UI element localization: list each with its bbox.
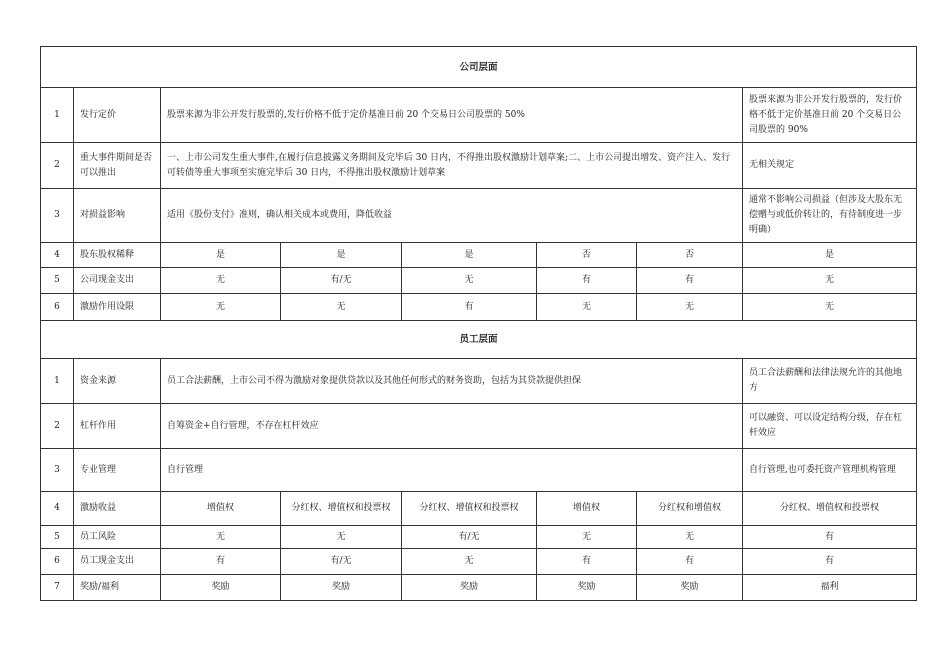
table-row (41, 449, 917, 492)
table-cell: 奖励 (281, 575, 402, 601)
row-label: 杠杆作用 (74, 404, 161, 449)
row-last-cell: 员工合法薪酬和法律法规允许的其他地方 (743, 359, 917, 404)
table-cell: 有 (743, 526, 917, 549)
table-row (41, 359, 917, 404)
table-row (41, 549, 917, 575)
row-last-cell: 自行管理,也可委托资产管理机构管理 (743, 449, 917, 492)
table-cell: 分红权、增值权和投票权 (281, 492, 402, 526)
row-number: 1 (41, 88, 74, 143)
section-title-employee: 员工层面 (41, 321, 917, 359)
table-cell: 奖励 (537, 575, 637, 601)
row-number: 4 (41, 492, 74, 526)
table-cell: 无 (161, 526, 281, 549)
table-row (41, 294, 917, 321)
table-cell: 有 (637, 268, 743, 294)
table-cell: 增值权 (161, 492, 281, 526)
section-title-company: 公司层面 (41, 47, 917, 88)
row-number: 5 (41, 268, 74, 294)
row-number: 2 (41, 143, 74, 189)
row-number: 3 (41, 449, 74, 492)
table-cell: 分红权、增值权和投票权 (743, 492, 917, 526)
row-text: 适用《股份支付》准则，确认相关成本或费用，降低收益 (161, 189, 743, 243)
table-cell: 是 (743, 243, 917, 268)
comparison-table (40, 46, 917, 601)
table-cell: 无 (743, 268, 917, 294)
table-row (41, 268, 917, 294)
table-row (41, 243, 917, 268)
table-cell: 有 (637, 549, 743, 575)
row-number: 6 (41, 549, 74, 575)
table-cell: 有 (537, 268, 637, 294)
table-cell: 否 (637, 243, 743, 268)
table-row (41, 189, 917, 243)
table-cell: 有 (743, 549, 917, 575)
table-row (41, 88, 917, 143)
row-last-cell: 可以融资、可以设定结构分级，存在杠杆效应 (743, 404, 917, 449)
table-cell: 无 (161, 294, 281, 321)
table-cell: 有 (537, 549, 637, 575)
row-label: 重大事件期间是否可以推出 (74, 143, 161, 189)
table-cell: 无 (743, 294, 917, 321)
table-cell: 有 (161, 549, 281, 575)
table-cell: 无 (402, 549, 537, 575)
table-cell: 是 (402, 243, 537, 268)
row-text: 一、上市公司发生重大事件,在履行信息披露义务期间及完毕后 30 日内，不得推出股权激励计划草案;二、上市公司提出增发、资产注入、发行可转债等重大事项至实施完毕后 30 日内，不得推出股权激励计划草案 (161, 143, 743, 189)
row-label: 奖励/福利 (74, 575, 161, 601)
table-cell: 是 (161, 243, 281, 268)
row-label: 股东股权稀释 (74, 243, 161, 268)
row-label: 发行定价 (74, 88, 161, 143)
table-cell: 无 (281, 526, 402, 549)
row-label: 激励收益 (74, 492, 161, 526)
row-number: 7 (41, 575, 74, 601)
table-cell: 有/无 (281, 549, 402, 575)
table-cell: 奖励 (161, 575, 281, 601)
row-number: 2 (41, 404, 74, 449)
row-text: 员工合法薪酬，上市公司不得为激励对象提供贷款以及其他任何形式的财务资助，包括为其贷款提供担保 (161, 359, 743, 404)
table-cell: 增值权 (537, 492, 637, 526)
row-text: 自行管理 (161, 449, 743, 492)
row-last-cell: 股票来源为非公开发行股票的，发行价格不低于定价基准日前 20 个交易日公司股票的 90% (743, 88, 917, 143)
table-cell: 否 (537, 243, 637, 268)
row-number: 6 (41, 294, 74, 321)
table-cell: 分红权、增值权和投票权 (402, 492, 537, 526)
row-number: 3 (41, 189, 74, 243)
row-label: 对损益影响 (74, 189, 161, 243)
table-row (41, 575, 917, 601)
table-cell: 有 (402, 294, 537, 321)
table-cell: 无 (402, 268, 537, 294)
table-cell: 无 (537, 294, 637, 321)
row-label: 员工现金支出 (74, 549, 161, 575)
table-cell: 无 (637, 294, 743, 321)
table-cell: 无 (161, 268, 281, 294)
row-label: 专业管理 (74, 449, 161, 492)
table-cell: 奖励 (402, 575, 537, 601)
row-number: 1 (41, 359, 74, 404)
table-cell: 无 (637, 526, 743, 549)
row-text: 自筹资金+自行管理，不存在杠杆效应 (161, 404, 743, 449)
row-last-cell: 通常不影响公司损益（但涉及大股东无偿赠与或低价转让的，有待制度进一步明确） (743, 189, 917, 243)
row-label: 资金来源 (74, 359, 161, 404)
table-cell: 奖励 (637, 575, 743, 601)
table-cell: 福利 (743, 575, 917, 601)
table-cell: 是 (281, 243, 402, 268)
row-number: 5 (41, 526, 74, 549)
row-number: 4 (41, 243, 74, 268)
row-last-cell: 无相关规定 (743, 143, 917, 189)
table-cell: 分红权和增值权 (637, 492, 743, 526)
table-cell: 无 (281, 294, 402, 321)
row-label: 员工风险 (74, 526, 161, 549)
table-cell: 无 (537, 526, 637, 549)
row-text: 股票来源为非公开发行股票的,发行价格不低于定价基准日前 20 个交易日公司股票的 50% (161, 88, 743, 143)
row-label: 公司现金支出 (74, 268, 161, 294)
table-row (41, 526, 917, 549)
table-cell: 有/无 (402, 526, 537, 549)
row-label: 激励作用设限 (74, 294, 161, 321)
table-row (41, 143, 917, 189)
table-cell: 有/无 (281, 268, 402, 294)
table-row (41, 492, 917, 526)
table-row (41, 404, 917, 449)
